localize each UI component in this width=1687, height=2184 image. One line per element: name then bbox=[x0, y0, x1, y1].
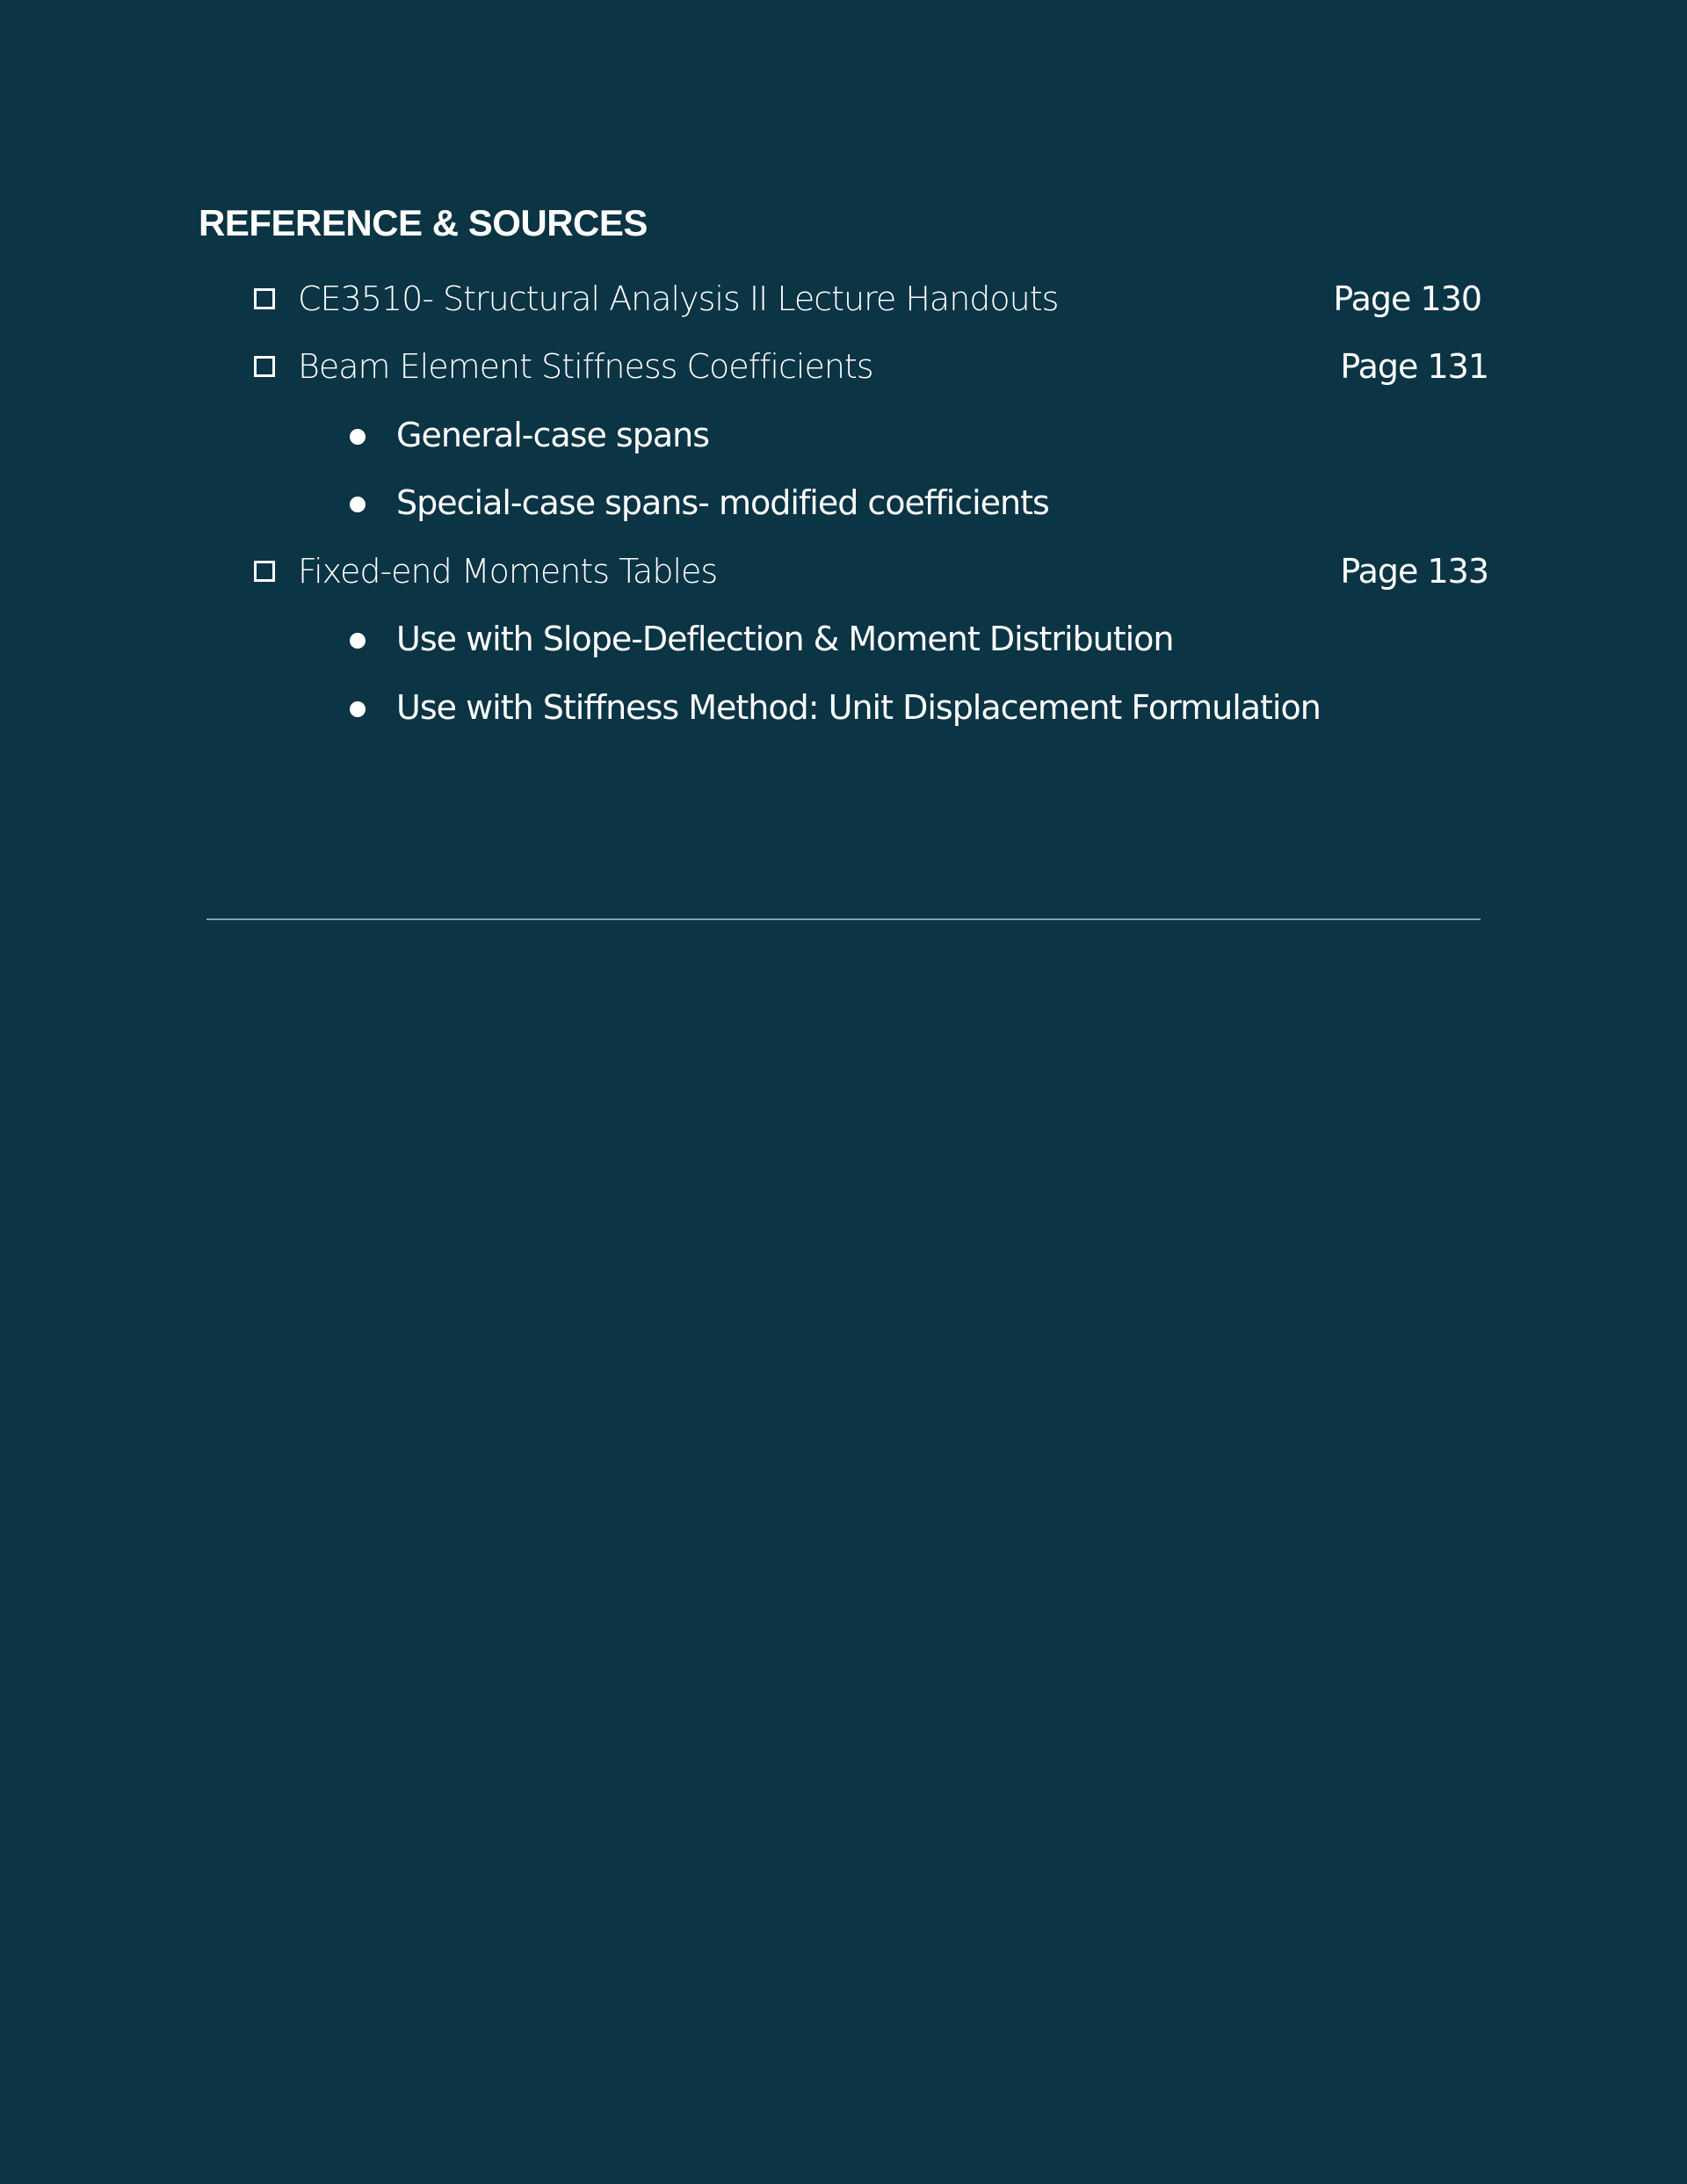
reference-item bbox=[0, 548, 1687, 601]
sub-list-item bbox=[0, 412, 1687, 465]
bullet-icon bbox=[350, 701, 366, 717]
bullet-icon bbox=[350, 633, 366, 649]
page-reference: Page 131 bbox=[1340, 347, 1488, 386]
reference-item bbox=[0, 344, 1687, 396]
bullet-icon bbox=[350, 497, 366, 512]
checkbox-icon[interactable] bbox=[254, 288, 275, 309]
sub-item-label: Special-case spans- modified coefficients bbox=[396, 483, 1049, 522]
sub-list-item bbox=[0, 616, 1687, 669]
sub-list-item bbox=[0, 685, 1687, 737]
bullet-icon bbox=[350, 429, 366, 445]
reference-item bbox=[0, 276, 1687, 329]
checkbox-icon[interactable] bbox=[254, 561, 275, 582]
section-heading: REFERENCE & SOURCES bbox=[199, 202, 648, 243]
sub-list-item bbox=[0, 480, 1687, 533]
reference-label: Beam Element Stiffness Coefficients bbox=[298, 347, 873, 386]
reference-label: Fixed-end Moments Tables bbox=[298, 552, 718, 591]
reference-label: CE3510- Structural Analysis II Lecture Handouts bbox=[298, 279, 1059, 318]
sub-item-label: General-case spans bbox=[396, 416, 709, 454]
page-reference: Page 133 bbox=[1340, 552, 1488, 591]
horizontal-divider bbox=[206, 918, 1481, 920]
sub-item-label: Use with Slope-Deflection & Moment Distribution bbox=[396, 620, 1174, 658]
checkbox-icon[interactable] bbox=[254, 356, 275, 377]
sub-item-label: Use with Stiffness Method: Unit Displacement Formulation bbox=[396, 688, 1321, 727]
page-reference: Page 130 bbox=[1333, 279, 1481, 318]
